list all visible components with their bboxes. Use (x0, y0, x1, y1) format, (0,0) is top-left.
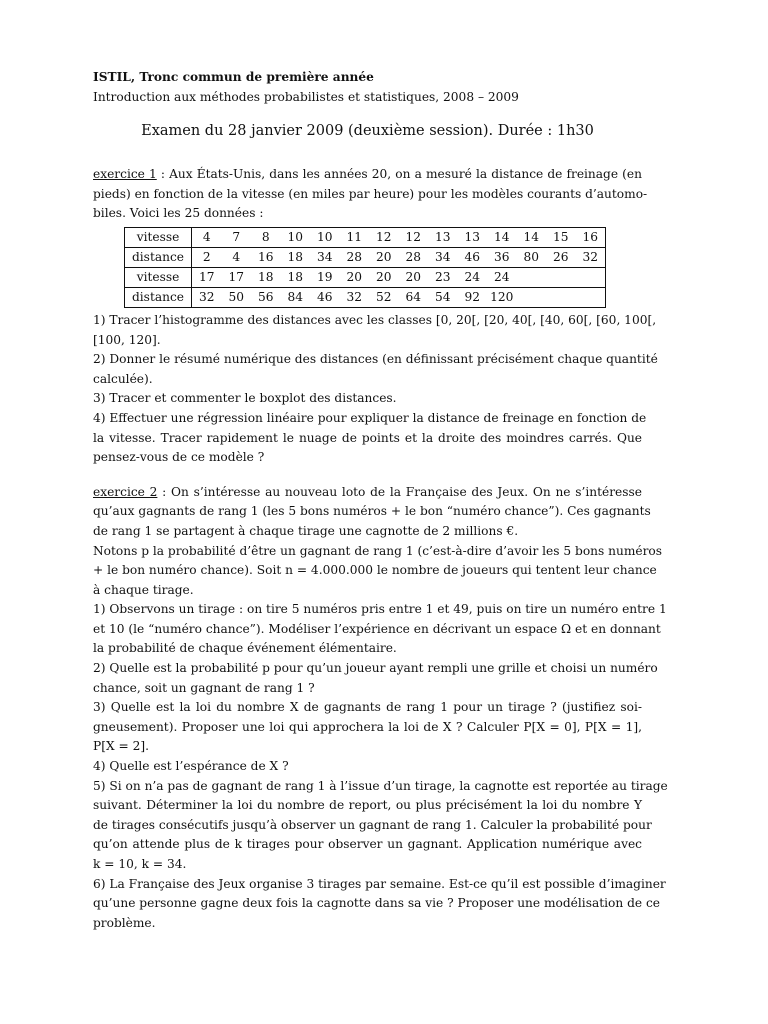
exercise-2-line: k = 10, k = 34. (93, 857, 187, 871)
table-cell: 54 (428, 287, 458, 307)
exercise-2-intro-text: : On s’intéresse au nouveau loto de la Française des Jeux. On ne s’intéresse (157, 484, 642, 499)
table-cell: 18 (281, 247, 311, 267)
table-cell: 32 (192, 287, 222, 307)
distance-row (125, 247, 606, 267)
table-cell: 20 (369, 267, 399, 287)
table-cell (517, 267, 547, 287)
table-cell: 4 (192, 227, 222, 247)
exercise-2-line: qu’une personne gagne deux fois la cagnotte dans sa vie ? Proposer une modélisation de ce (93, 896, 660, 911)
exercise-2-label: exercice 2 (93, 484, 158, 499)
speed-row (125, 267, 606, 287)
exercise-2-line: 4) Quelle est l’espérance de X ? (93, 759, 289, 774)
exercise-2-line: suivant. Déterminer la loi du nombre de report, ou plus précisément la loi du nombre Y (93, 798, 642, 813)
exercise-2-line: qu’on attende plus de k tirages pour observer un gagnant. Application numérique avec (93, 837, 642, 852)
exercise-2-line: chance, soit un gagnant de rang 1 ? (93, 680, 315, 695)
table-cell: 80 (517, 247, 547, 267)
exercise-2-line: 3) Quelle est la loi du nombre X de gagnants de rang 1 pour un tirage ? (justifiez soi- (93, 700, 642, 715)
table-cell: 10 (281, 227, 311, 247)
table-cell: 14 (487, 227, 517, 247)
table-cell: 15 (546, 227, 576, 247)
table-cell: 11 (340, 227, 370, 247)
table-cell: 20 (340, 267, 370, 287)
speed-distance-table (124, 227, 606, 308)
table-cell: 28 (340, 247, 370, 267)
exercise-1-question-line: 3) Tracer et commenter le boxplot des distances. (93, 391, 397, 406)
exercise-1-intro-text: : Aux États-Unis, dans les années 20, on a mesuré la distance de freinage (en (156, 167, 642, 182)
table-cell (517, 287, 547, 307)
exercise-1-intro-line (93, 165, 642, 185)
speed-row (125, 227, 606, 247)
exercise-1-question-line: 4) Effectuer une régression linéaire pour expliquer la distance de freinage en fonction de (93, 410, 647, 425)
exercise-1-question-line: 1) Tracer l’histogramme des distances avec les classes [0, 20[, [20, 40[, [40, 60[, [60, 100[, (93, 312, 657, 327)
table-cell: 17 (192, 267, 222, 287)
row-label: distance (125, 287, 192, 307)
exercise-2-line: de rang 1 se partagent à chaque tirage une cagnotte de 2 millions €. (93, 523, 519, 538)
exam-title: Examen du 28 janvier 2009 (deuxième session). Durée : 1h30 (141, 123, 594, 140)
table-cell: 26 (546, 247, 576, 267)
table-cell: 32 (340, 287, 370, 307)
course-title: Introduction aux méthodes probabilistes et statistiques, 2008 – 2009 (93, 89, 519, 104)
exercise-1-question-line: pensez-vous de ce modèle ? (93, 450, 265, 465)
table-cell: 20 (399, 267, 429, 287)
table-cell (546, 267, 576, 287)
table-cell: 12 (399, 227, 429, 247)
table-cell: 34 (428, 247, 458, 267)
exercise-2-line: de tirages consécutifs jusqu’à observer un gagnant de rang 1. Calculer la probabilité pour (93, 817, 652, 832)
table-cell: 24 (458, 267, 488, 287)
section-gap (93, 468, 642, 483)
table-cell (576, 287, 606, 307)
table-cell: 120 (487, 287, 517, 307)
exercise-2-line: Notons p la probabilité d’être un gagnant de rang 1 (c’est-à-dire d’avoir les 5 bons numéros (93, 543, 663, 558)
table-cell: 50 (222, 287, 252, 307)
exercise-2-line: 2) Quelle est la probabilité p pour qu’un joueur ayant rempli une grille et choisi un numéro (93, 661, 658, 676)
table-cell (546, 287, 576, 307)
exercise-2-line: 6) La Française des Jeux organise 3 tirages par semaine. Est-ce qu’il est possible d’imaginer (93, 876, 666, 891)
table-cell: 8 (251, 227, 281, 247)
table-cell: 28 (399, 247, 429, 267)
exercise-2-line: + le bon numéro chance). Soit n = 4.000.000 le nombre de joueurs qui tentent leur chance (93, 563, 657, 578)
exercise-2-line: 1) Observons un tirage : on tire 5 numéros pris entre 1 et 49, puis on tire un numéro entre 1 (93, 602, 667, 617)
exercise-2-line: à chaque tirage. (93, 582, 194, 597)
table-cell: 19 (310, 267, 340, 287)
table-cell: 13 (428, 227, 458, 247)
exercise-2-line (93, 483, 642, 503)
table-cell: 14 (517, 227, 547, 247)
exercise-1-question-line: calculée). (93, 371, 153, 386)
table-cell: 10 (310, 227, 340, 247)
exercise-2-line: 5) Si on n’a pas de gagnant de rang 1 à l’issue d’un tirage, la cagnotte est reportée au tirage (93, 778, 668, 793)
table-cell: 46 (458, 247, 488, 267)
table-cell: 4 (222, 247, 252, 267)
exercise-1-question-line: la vitesse. Tracer rapidement le nuage de points et la droite des moindres carrés. Que (93, 430, 642, 445)
exercise-2-line: la probabilité de chaque événement élémentaire. (93, 641, 397, 656)
table-body (125, 227, 606, 307)
table-cell: 24 (487, 267, 517, 287)
table-cell: 56 (251, 287, 281, 307)
table-cell: 13 (458, 227, 488, 247)
exercise-2-line: P[X = 2]. (93, 739, 149, 754)
exercise-1-intro-line: biles. Voici les 25 données : (93, 206, 264, 221)
table-cell: 32 (576, 247, 606, 267)
table-cell: 64 (399, 287, 429, 307)
table-cell: 23 (428, 267, 458, 287)
exercise-2-line: gneusement). Proposer une loi qui approchera la loi de X ? Calculer P[X = 0], P[X = 1], (93, 719, 642, 734)
table-cell: 52 (369, 287, 399, 307)
table-cell: 7 (222, 227, 252, 247)
exercise-1-question-line: 2) Donner le résumé numérique des distances (en définissant précisément chaque quantité (93, 352, 658, 367)
exercise-2-line: et 10 (le “numéro chance”). Modéliser l’expérience en décrivant un espace Ω et en donnant (93, 621, 661, 636)
table-cell: 16 (251, 247, 281, 267)
distance-row (125, 287, 606, 307)
table-cell (576, 267, 606, 287)
table-cell: 18 (251, 267, 281, 287)
table-cell: 36 (487, 247, 517, 267)
exercise-2-line: qu’aux gagnants de rang 1 (les 5 bons numéros + le bon “numéro chance”). Ces gagnants (93, 504, 651, 519)
table-cell: 17 (222, 267, 252, 287)
exam-page (93, 68, 668, 933)
table-cell: 34 (310, 247, 340, 267)
exercise-1-label: exercice 1 (93, 167, 157, 182)
institution-heading: ISTIL, Tronc commun de première année (93, 70, 374, 84)
table-cell: 2 (192, 247, 222, 267)
exercise-2-line: problème. (93, 915, 156, 930)
exercise-1-intro-line: pieds) en fonction de la vitesse (en miles par heure) pour les modèles courants d’automo- (93, 186, 648, 201)
table-cell: 46 (310, 287, 340, 307)
row-label: vitesse (125, 227, 192, 247)
table-cell: 16 (576, 227, 606, 247)
table-cell: 20 (369, 247, 399, 267)
table-cell: 92 (458, 287, 488, 307)
exercise-1-question-line: [100, 120]. (93, 332, 161, 347)
table-cell: 12 (369, 227, 399, 247)
row-label: distance (125, 247, 192, 267)
table-cell: 18 (281, 267, 311, 287)
table-cell: 84 (281, 287, 311, 307)
row-label: vitesse (125, 267, 192, 287)
